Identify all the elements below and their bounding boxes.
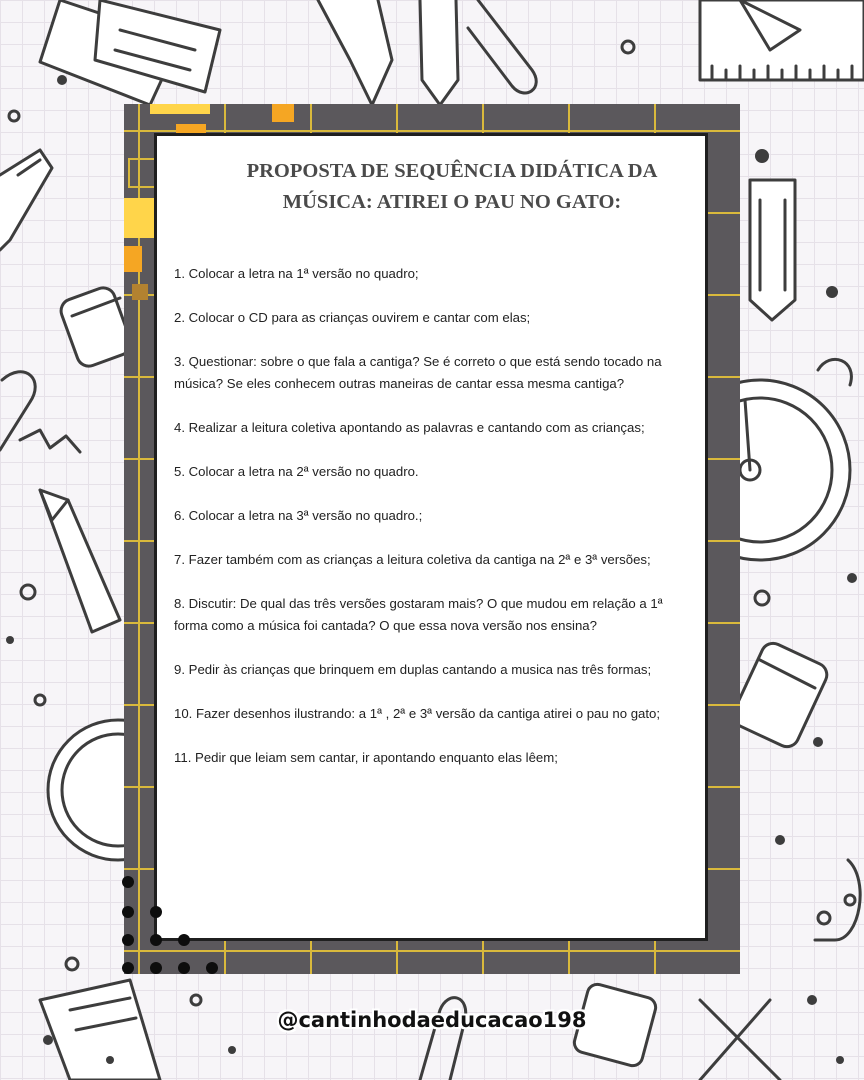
document-title — [217, 156, 687, 218]
pencil-icon — [0, 150, 52, 250]
title-line-1: PROPOSTA DE SEQUÊNCIA DIDÁTICA DA — [246, 160, 658, 182]
document-page — [154, 133, 708, 941]
eraser-icon — [58, 285, 135, 370]
list-item: 4. Realizar a leitura coletiva apontando as palavras e cantando com as crianças; — [174, 420, 645, 435]
title-line-2: MÚSICA: ATIREI O PAU NO GATO: — [282, 191, 622, 213]
list-item: 11. Pedir que leiam sem cantar, ir apontando enquanto elas lêem; — [174, 750, 558, 765]
decor-square — [272, 104, 294, 122]
decor-square — [124, 198, 158, 238]
steps-list — [174, 263, 699, 769]
paperclip-icon — [815, 860, 860, 940]
decor-square — [124, 246, 142, 272]
list-item: 10. Fazer desenhos ilustrando: a 1ª , 2ª e 3ª versão da cantiga atirei o pau no gato; — [174, 706, 661, 721]
ruler-icon — [700, 0, 864, 80]
paperclip-icon — [0, 372, 35, 450]
corner-dots — [118, 872, 228, 978]
list-item: 5. Colocar a letra na 2ª versão no quadro. — [174, 464, 419, 479]
paperclip-icon — [468, 0, 536, 93]
social-handle: @cantinhodaeducacao198 — [277, 1008, 587, 1032]
list-item: 1. Colocar a letra na 1ª versão no quadro; — [174, 266, 419, 281]
pencil-icon — [750, 180, 795, 320]
list-item: 9. Pedir às crianças que brinquem em duplas cantando a musica nas três formas; — [174, 662, 652, 677]
pencil-icon — [40, 490, 120, 632]
list-item: 2. Colocar o CD para as crianças ouvirem e cantar com elas; — [174, 310, 531, 325]
eraser-icon — [729, 639, 830, 750]
decor-square — [132, 284, 148, 300]
decor-square — [150, 104, 210, 114]
list-item: 7. Fazer também com as crianças a leitura coletiva da cantiga na 2ª e 3ª versões; — [174, 552, 651, 567]
list-item: 3. Questionar: sobre o que fala a cantiga? Se é correto o que está sendo tocado na música? Se eles conhecem outras maneiras de cantar essa mesma cantiga? — [174, 354, 662, 391]
list-item: 8. Discutir: De qual das três versões gostaram mais? O que mudou em relação a 1ª forma como a música foi cantada? O que essa nova versão nos ensina? — [174, 596, 663, 633]
squiggle-icon — [20, 430, 80, 452]
list-item: 6. Colocar a letra na 3ª versão no quadro.; — [174, 508, 423, 523]
paper-icon — [40, 0, 220, 105]
pencil-icon — [318, 0, 458, 105]
